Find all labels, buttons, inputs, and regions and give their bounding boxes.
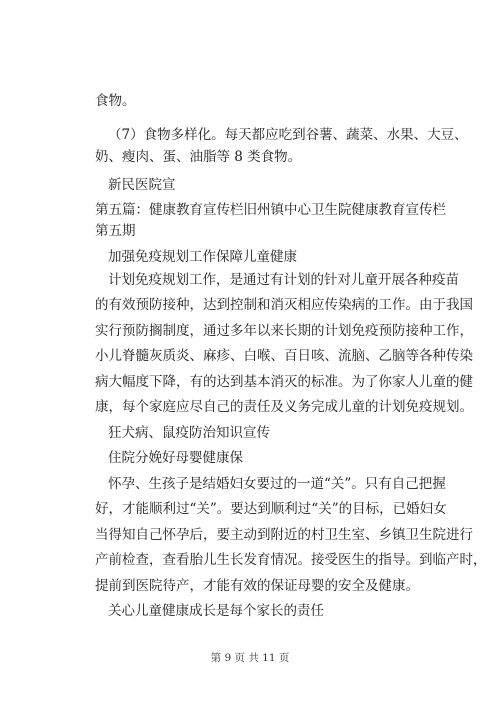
text-line: 新民医院宣 xyxy=(108,177,176,193)
text-line: 提前到医院待产，才能有效的保证母婴的安全及健康。 xyxy=(95,578,419,594)
text-line: 产前检查，查看胎儿生长发育情况。接受医生的指导。到临产时， xyxy=(95,552,487,568)
text-line: 实行预防搁制度，通过多年以来长期的计划免疫预防接种工作， xyxy=(95,323,473,339)
article-title: 狂犬病、鼠疫防治知识宣传 xyxy=(108,425,270,441)
text-line: 好，才能顺利过“关”。要达到顺利过“关”的目标，已婚妇女 xyxy=(95,501,447,517)
text-line: 食物。 xyxy=(95,93,136,109)
text-line: 计划免疫规划工作，是通过有计划的针对儿童开展各种疫苗 xyxy=(108,272,459,288)
text-line: 怀孕、生孩子是结婚妇女要过的一道“关”。只有自己把握 xyxy=(108,476,446,492)
article-title: 加强免疫规划工作保障儿童健康 xyxy=(108,249,297,265)
text-line: 的有效预防接种，达到控制和消灭相应传染病的工作。由于我国 xyxy=(95,297,473,313)
section-heading: 第五篇：健康教育宣传栏旧州镇中心卫生院健康教育宣传栏 xyxy=(95,202,446,218)
text-line: 小儿脊髓灰质炎、麻疹、白喉、百日咳、流脑、乙脑等各种传染 xyxy=(95,348,473,364)
text-line: 康，每个家庭应尽自己的责任及义务完成儿童的计划免疫规划。 xyxy=(95,399,473,415)
article-title: 住院分娩好母婴健康保 xyxy=(108,450,243,466)
page-footer: 第 9 页 共 11 页 xyxy=(210,652,290,664)
article-title: 关心儿童健康成长是每个家长的责任 xyxy=(108,603,324,619)
text-line: 当得知自己怀孕后，要主动到附近的村卫生室、乡镇卫生院进行 xyxy=(95,527,473,543)
text-line: （7）食物多样化。每天都应吃到谷薯、蔬菜、水果、大豆、 xyxy=(108,127,468,143)
text-line: 病大幅度下降，有的达到基本消灭的标准。为了你家人儿童的健 xyxy=(95,374,473,390)
section-heading: 第五期 xyxy=(95,223,136,239)
text-line: 奶、瘦肉、蛋、油脂等 8 类食物。 xyxy=(95,149,302,165)
